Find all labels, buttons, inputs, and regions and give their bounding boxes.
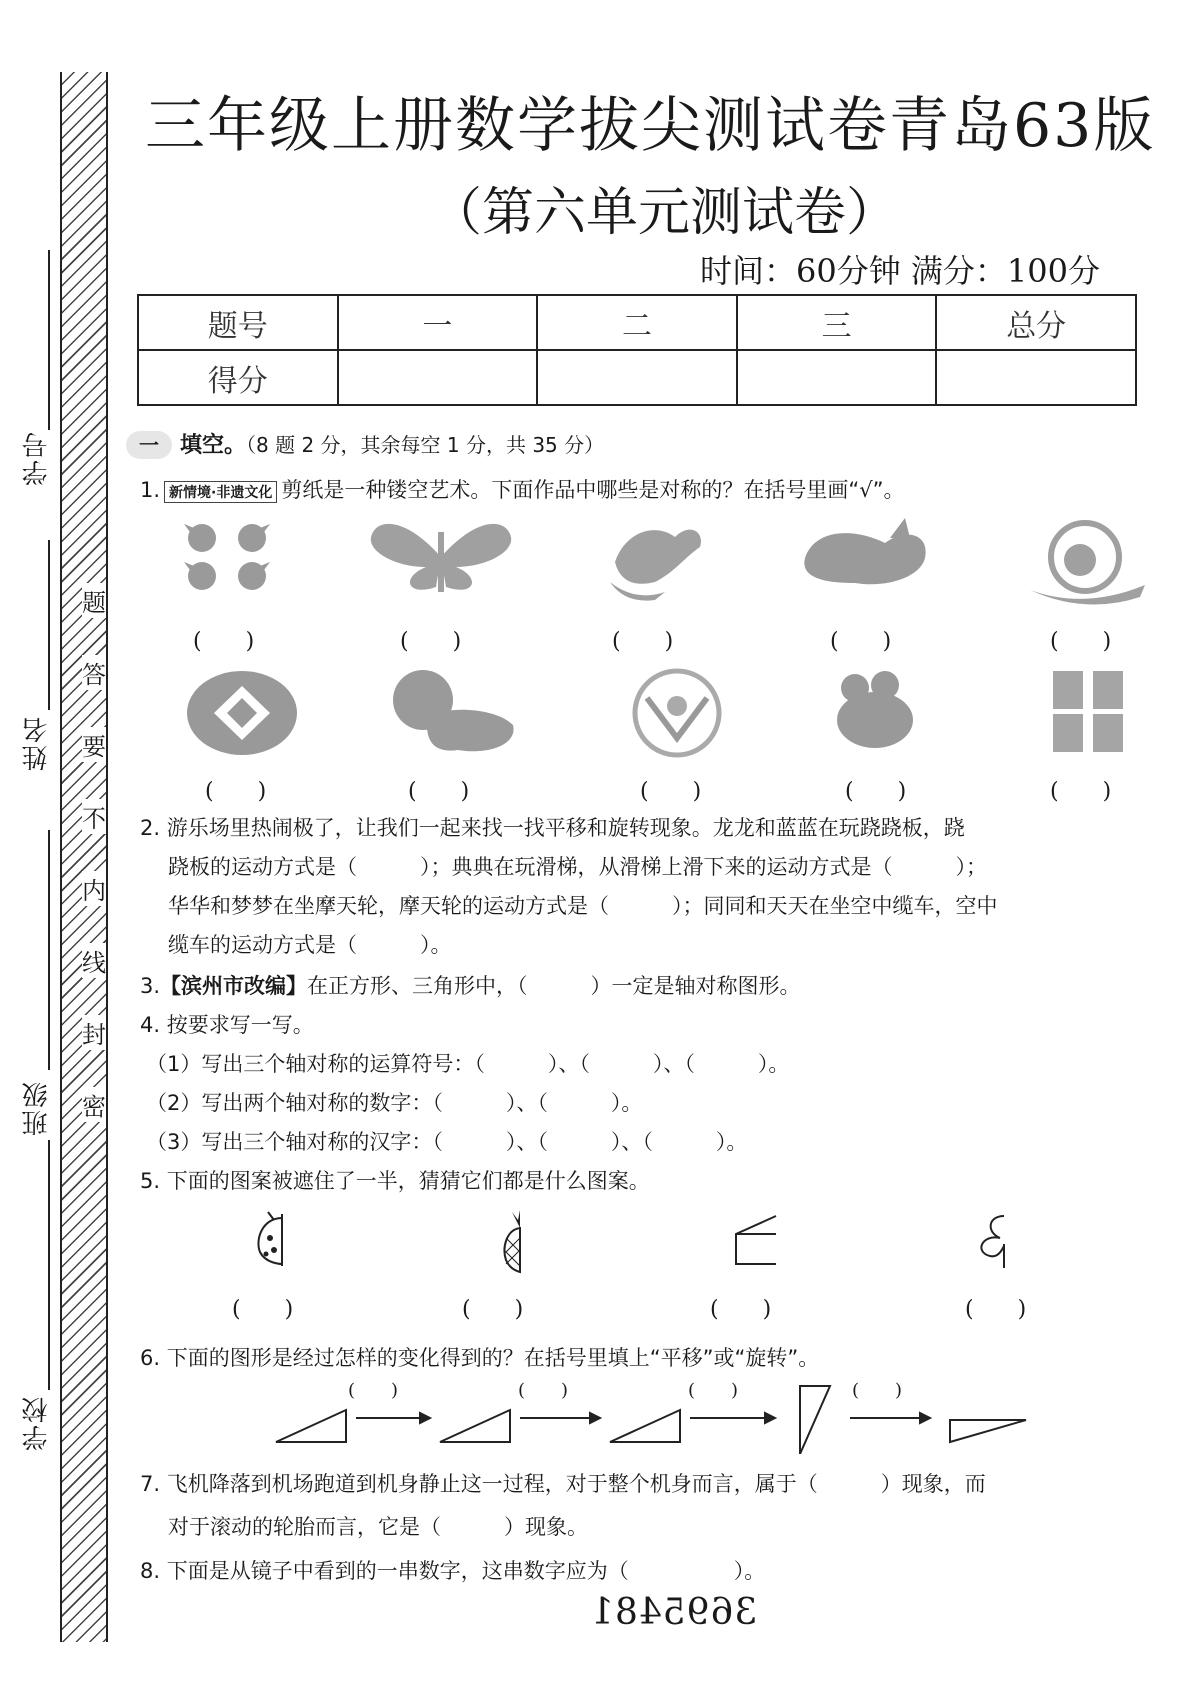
mirrored-number: 3695481 bbox=[590, 1592, 758, 1633]
half-ladybug-figure bbox=[252, 1210, 312, 1270]
q5-answer-paren-3[interactable]: ( ) bbox=[710, 1297, 772, 1322]
score-row-label: 得分 bbox=[138, 350, 338, 405]
q1-answer-paren-3[interactable]: ( ) bbox=[612, 629, 674, 654]
student-id-line bbox=[48, 250, 50, 430]
score-header-cell: 题号 bbox=[138, 295, 338, 350]
score-cell[interactable] bbox=[338, 350, 538, 405]
class-label: 班级 bbox=[22, 1080, 52, 1136]
score-cell[interactable] bbox=[737, 350, 937, 405]
q6-answer-paren-4[interactable]: ( ) bbox=[852, 1380, 903, 1401]
papercut-diamond-medallion bbox=[185, 668, 300, 758]
papercut-bird bbox=[595, 512, 715, 602]
q3-text: 在正方形、三角形中，（ ）一定是轴对称图形。 bbox=[307, 974, 801, 998]
question-2-line-2: 跷板的运动方式是（ ）；典典在玩滑梯，从滑梯上滑下来的运动方式是（ ）； bbox=[168, 855, 987, 879]
section-note: （8 题 2 分，其余每空 1 分，共 35 分） bbox=[246, 433, 605, 457]
q5-answer-paren-1[interactable]: ( ) bbox=[232, 1297, 294, 1322]
q6-answer-paren-1[interactable]: ( ) bbox=[348, 1380, 399, 1401]
seal-char: 题 bbox=[82, 583, 106, 618]
q1-answer-paren-8[interactable]: ( ) bbox=[640, 779, 702, 804]
seal-char: 不 bbox=[82, 799, 106, 834]
q1-number: 1. bbox=[140, 478, 161, 502]
class-line bbox=[48, 830, 50, 1070]
score-cell[interactable] bbox=[537, 350, 737, 405]
score-header-cell: 总分 bbox=[936, 295, 1136, 350]
half-pineapple-figure bbox=[498, 1208, 538, 1278]
page-title: 三年级上册数学拔尖测试卷青岛63版 bbox=[145, 91, 1156, 161]
school-line bbox=[48, 1140, 50, 1390]
q1-tag-b: 非遗文化 bbox=[216, 485, 273, 501]
papercut-butterfly bbox=[366, 512, 516, 602]
question-2-line-3: 华华和梦梦在坐摩天轮，摩天轮的运动方式是（ ）；同同和天天在坐空中缆车，空中 bbox=[168, 894, 998, 918]
name-line bbox=[48, 540, 50, 710]
q3-tag: 【滨州市改编】 bbox=[160, 974, 308, 998]
score-header-row bbox=[138, 295, 1136, 350]
half-house-figure bbox=[730, 1212, 780, 1268]
q1-answer-paren-2[interactable]: ( ) bbox=[400, 629, 462, 654]
score-header-cell: 一 bbox=[338, 295, 538, 350]
papercut-monkey bbox=[1025, 515, 1155, 605]
student-id-label: 学号 bbox=[22, 430, 52, 486]
question-4-1: （1）写出三个轴对称的运算符号：（ ）、（ ）、（ ）。 bbox=[146, 1052, 790, 1076]
papercut-mouse bbox=[830, 670, 930, 755]
q1-answer-paren-10[interactable]: ( ) bbox=[1050, 779, 1112, 804]
q1-answer-paren-1[interactable]: ( ) bbox=[193, 629, 255, 654]
q1-text: 剪纸是一种镂空艺术。下面作品中哪些是对称的？在括号里画“√”。 bbox=[281, 478, 905, 502]
seal-char: 封 bbox=[82, 1015, 106, 1050]
question-3 bbox=[140, 970, 801, 1000]
triangle-3 bbox=[610, 1410, 680, 1442]
q6-answer-paren-2[interactable]: ( ) bbox=[518, 1380, 569, 1401]
seal-char: 要 bbox=[82, 727, 106, 762]
triangle-1 bbox=[276, 1410, 346, 1442]
question-5: 5. 下面的图案被遮住了一半，猜猜它们都是什么图案。 bbox=[140, 1169, 650, 1193]
triangle-4 bbox=[800, 1386, 830, 1454]
triangle-5 bbox=[950, 1420, 1026, 1442]
question-7-line-2: 对于滚动的轮胎而言，它是（ ）现象。 bbox=[168, 1515, 588, 1539]
score-header-cell: 二 bbox=[537, 295, 737, 350]
score-cell[interactable] bbox=[936, 350, 1136, 405]
q5-answer-paren-2[interactable]: ( ) bbox=[462, 1297, 524, 1322]
score-table bbox=[137, 294, 1137, 406]
q5-answer-paren-4[interactable]: ( ) bbox=[965, 1297, 1027, 1322]
q1-answer-paren-9[interactable]: ( ) bbox=[845, 779, 907, 804]
section-title: 填空。 bbox=[180, 433, 247, 458]
question-2-line-1: 2. 游乐场里热闹极了，让我们一起来找一找平移和旋转现象。龙龙和蓝蓝在玩跷跷板，跷 bbox=[140, 816, 965, 840]
question-8: 8. 下面是从镜子中看到的一串数字，这串数字应为（ ）。 bbox=[140, 1559, 766, 1583]
question-7-line-1: 7. 飞机降落到机场跑道到机身静止这一过程，对于整个机身而言，属于（ ）现象，而 bbox=[140, 1472, 986, 1496]
q6-answer-paren-3[interactable]: ( ) bbox=[688, 1380, 739, 1401]
q1-answer-paren-5[interactable]: ( ) bbox=[1050, 629, 1112, 654]
papercut-rabbit bbox=[795, 518, 935, 598]
time-score-info: 时间：60分钟 满分：100分 bbox=[700, 252, 1100, 290]
page-subtitle: （第六单元测试卷） bbox=[430, 183, 899, 243]
name-label: 姓名 bbox=[22, 715, 52, 771]
seal-char: 线 bbox=[82, 943, 106, 978]
seal-char: 内 bbox=[82, 871, 106, 906]
school-label: 学校 bbox=[22, 1395, 52, 1451]
section-badge: 一 bbox=[126, 431, 172, 459]
papercut-round-face bbox=[622, 668, 732, 758]
score-header-cell: 三 bbox=[737, 295, 937, 350]
papercut-roosters bbox=[180, 518, 290, 598]
q1-answer-paren-7[interactable]: ( ) bbox=[408, 779, 470, 804]
q1-tag-a: 新情境 bbox=[169, 485, 212, 501]
q1-answer-paren-6[interactable]: ( ) bbox=[205, 779, 267, 804]
half-flower-figure bbox=[968, 1210, 1018, 1270]
papercut-lion bbox=[378, 665, 523, 757]
question-2-line-4: 缆车的运动方式是（ ）。 bbox=[168, 933, 452, 957]
q3-number: 3. bbox=[140, 974, 161, 998]
seal-char: 密 bbox=[82, 1087, 106, 1122]
question-4: 4. 按要求写一写。 bbox=[140, 1013, 314, 1037]
q1-tag: 新情境·非遗文化 bbox=[164, 481, 277, 503]
question-6: 6. 下面的图形是经过怎样的变化得到的？在括号里填上“平移”或“旋转”。 bbox=[140, 1346, 820, 1370]
papercut-figures bbox=[1048, 666, 1128, 756]
question-4-3: （3）写出三个轴对称的汉字：（ ）、（ ）、（ ）。 bbox=[146, 1130, 748, 1154]
triangle-2 bbox=[440, 1410, 510, 1442]
section-heading bbox=[126, 428, 604, 459]
q1-answer-paren-4[interactable]: ( ) bbox=[830, 629, 892, 654]
score-value-row bbox=[138, 350, 1136, 405]
question-1 bbox=[140, 474, 905, 504]
binding-hatch-strip bbox=[60, 72, 108, 1642]
seal-char: 答 bbox=[82, 655, 106, 690]
question-4-2: （2）写出两个轴对称的数字：（ ）、（ ）。 bbox=[146, 1091, 643, 1115]
